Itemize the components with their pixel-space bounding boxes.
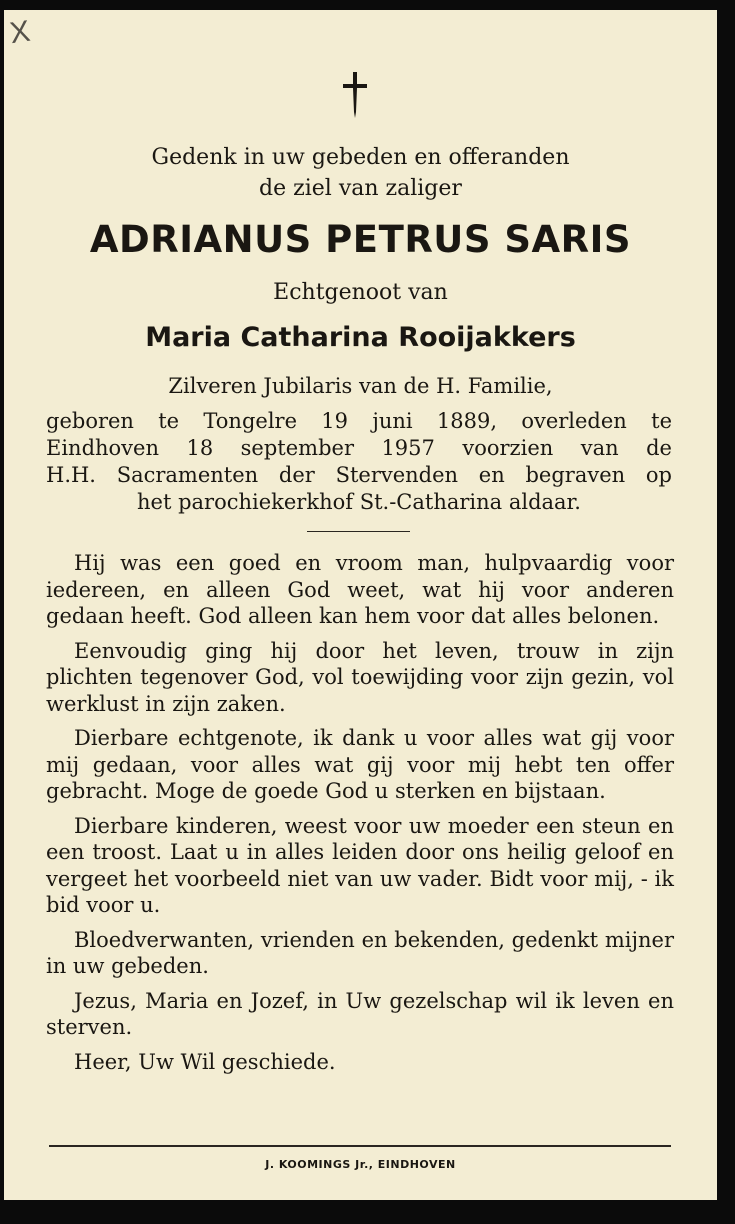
paragraph: Jezus, Maria en Jozef, in Uw gezelschap wil ik leven en sterven. — [46, 988, 674, 1039]
facts-line: geboren te Tongelre 19 juni 1889, overleden te — [46, 409, 672, 433]
spouse-label: Echtgenoot van — [273, 280, 448, 305]
spouse-name: Maria Catharina Rooijakkers — [145, 322, 576, 353]
memorial-card — [4, 10, 717, 1200]
heading-line-2: de ziel van zaliger — [259, 176, 462, 201]
facts-line: Eindhoven 18 september 1957 voorzien van de — [46, 436, 672, 460]
corner-mark: X — [7, 14, 33, 51]
deceased-name: ADRIANUS PETRUS SARIS — [89, 218, 632, 261]
paragraph: Eenvoudig ging hij door het leven, trouw in zijn plichten tegenover God, vol toewijding voor zijn gezin, vol werklust in zijn zaken. — [46, 638, 674, 716]
paragraph: Hij was een goed en vroom man, hulpvaardig voor iedereen, en alleen God weet, wat hij voor anderen gedaan heeft. God alleen kan hem voor dat alles belonen. — [46, 551, 674, 628]
heading-line-1: Gedenk in uw gebeden en offeranden — [151, 145, 570, 170]
cross-icon — [340, 70, 370, 120]
heading — [4, 142, 717, 204]
memorial-text — [46, 550, 674, 1083]
divider-short — [307, 531, 410, 532]
paragraph: Heer, Uw Wil geschiede. — [74, 1049, 336, 1074]
divider-bottom — [49, 1145, 671, 1147]
paragraph: Bloedverwanten, vrienden en bekenden, gedenkt mijner in uw gebeden. — [46, 927, 674, 978]
paragraph: Dierbare echtgenote, ik dank u voor alles wat gij voor mij gedaan, voor alles wat gij voor mij hebt ten offer gebracht. Moge de goede God u sterken en bijstaan. — [46, 726, 674, 803]
facts-line: H.H. Sacramenten der Stervenden en begraven op — [46, 463, 672, 487]
paragraph: Dierbare kinderen, weest voor uw moeder een steun en een troost. Laat u in alles leiden door ons heilig geloof en vergeet het voorbeeld niet van uw vader. Bidt voor mij, - ik bid voor u. — [46, 813, 674, 917]
title-line: Zilveren Jubilaris van de H. Familie, — [168, 374, 553, 398]
life-facts — [46, 408, 672, 516]
facts-line: het parochiekerkhof St.-Catharina aldaar. — [137, 490, 581, 514]
printer-credit: J. KOOMINGS Jr., EINDHOVEN — [265, 1158, 456, 1171]
